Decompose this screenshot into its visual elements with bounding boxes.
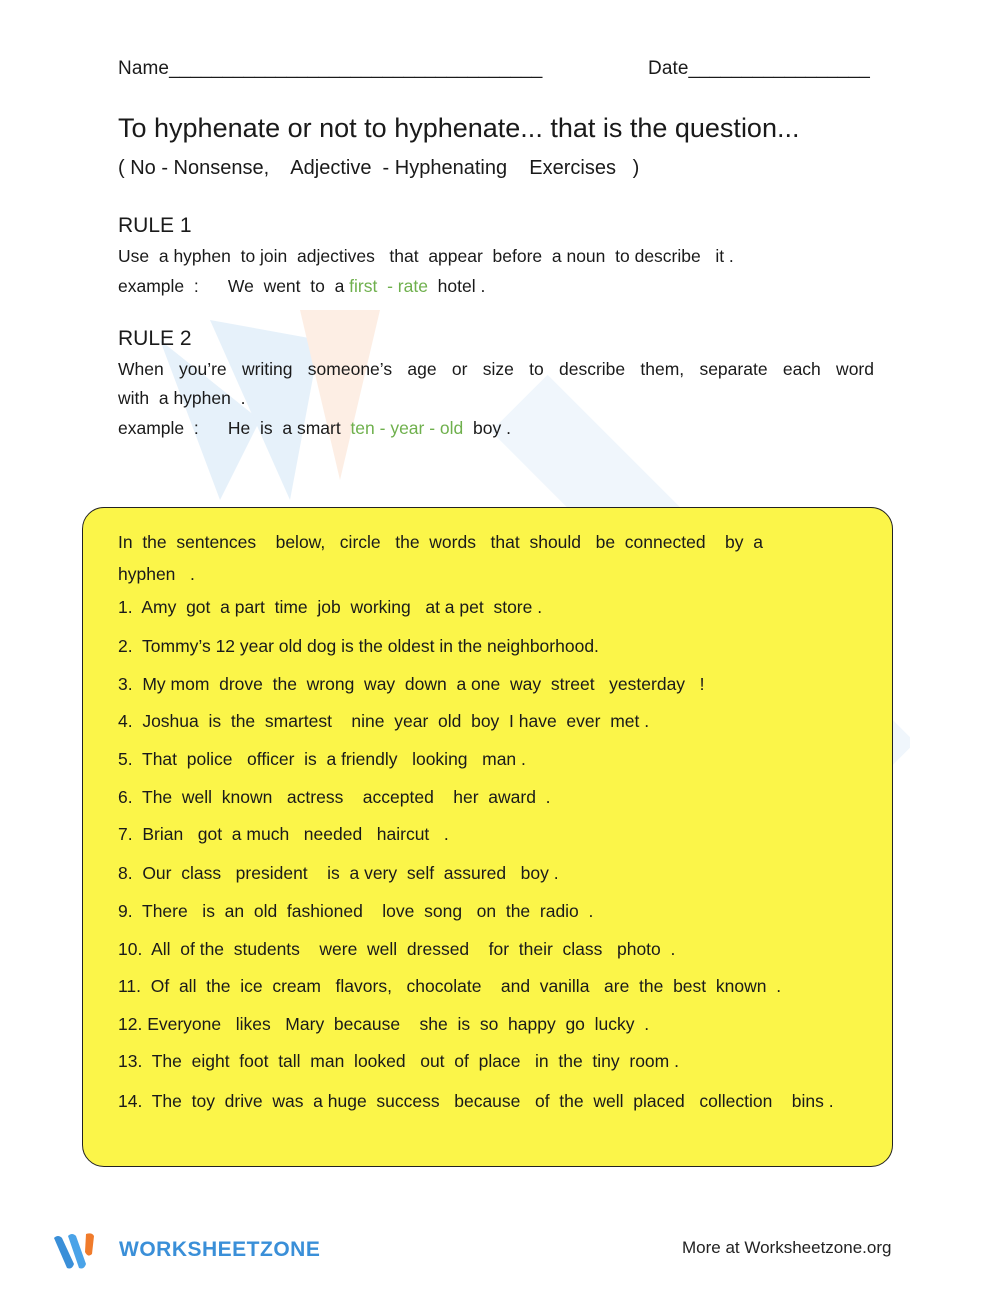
rule1-heading: RULE 1 <box>118 214 192 237</box>
exercise-item: 13. The eight foot tall man looked out of place in the tiny room . <box>118 1051 679 1071</box>
footer-brand: WORKSHEETZONE <box>119 1238 321 1261</box>
page-subtitle: ( No - Nonsense, Adjective - Hyphenating Exercises ) <box>118 157 640 179</box>
rule1-example-label: example : We went to a <box>118 276 350 296</box>
rule2-text-line1: When you’re writing someone’s age or size to describe them, separate each word <box>118 359 874 379</box>
exercise-item: 2. Tommy’s 12 year old dog is the oldest in the neighborhood. <box>118 636 599 656</box>
date-field: Date_________________ <box>648 58 870 79</box>
exercise-item: 9. There is an old fashioned love song on the radio . <box>118 901 594 921</box>
rule2-text-line2: with a hyphen . <box>118 388 246 408</box>
exercise-instructions-line1: In the sentences below, circle the words that should be connected by a <box>118 532 763 552</box>
rule1-text: Use a hyphen to join adjectives that appear before a noun to describe it . <box>118 246 734 266</box>
exercise-item: 10. All of the students were well dressed for their class photo . <box>118 939 676 959</box>
rule2-example <box>118 418 511 439</box>
exercise-item: 11. Of all the ice cream flavors, chocolate and vanilla are the best known . <box>118 976 782 996</box>
rule1-example-tail: hotel . <box>427 276 486 296</box>
footer-more-link[interactable]: More at Worksheetzone.org <box>682 1238 892 1257</box>
rule2-example-highlight: ten - year - old <box>350 418 464 438</box>
name-field: Name___________________________________ <box>118 58 543 79</box>
rule2-example-tail: boy . <box>463 418 511 438</box>
rule2-example-label: example : He is a smart <box>118 418 351 438</box>
exercise-item: 3. My mom drove the wrong way down a one way street yesterday ! <box>118 674 705 694</box>
rule2-heading: RULE 2 <box>118 327 192 350</box>
page-title: To hyphenate or not to hyphenate... that is the question... <box>118 113 800 143</box>
exercise-item: 7. Brian got a much needed haircut . <box>118 824 449 844</box>
rule1-example <box>118 276 485 297</box>
exercise-item: 5. That police officer is a friendly looking man . <box>118 749 526 769</box>
exercise-item: 6. The well known actress accepted her award . <box>118 787 551 807</box>
exercise-item: 8. Our class president is a very self assured boy . <box>118 863 559 883</box>
exercise-instructions-line2: hyphen . <box>118 564 195 584</box>
rule1-example-highlight: first - rate <box>349 276 428 296</box>
exercise-item: 14. The toy drive was a huge success because of the well placed collection bins . <box>118 1091 834 1111</box>
worksheetzone-logo-icon <box>52 1230 108 1274</box>
exercise-item: 12. Everyone likes Mary because she is so happy go lucky . <box>118 1014 650 1034</box>
exercise-item: 1. Amy got a part time job working at a pet store . <box>118 597 543 617</box>
exercise-item: 4. Joshua is the smartest nine year old boy I have ever met . <box>118 711 650 731</box>
